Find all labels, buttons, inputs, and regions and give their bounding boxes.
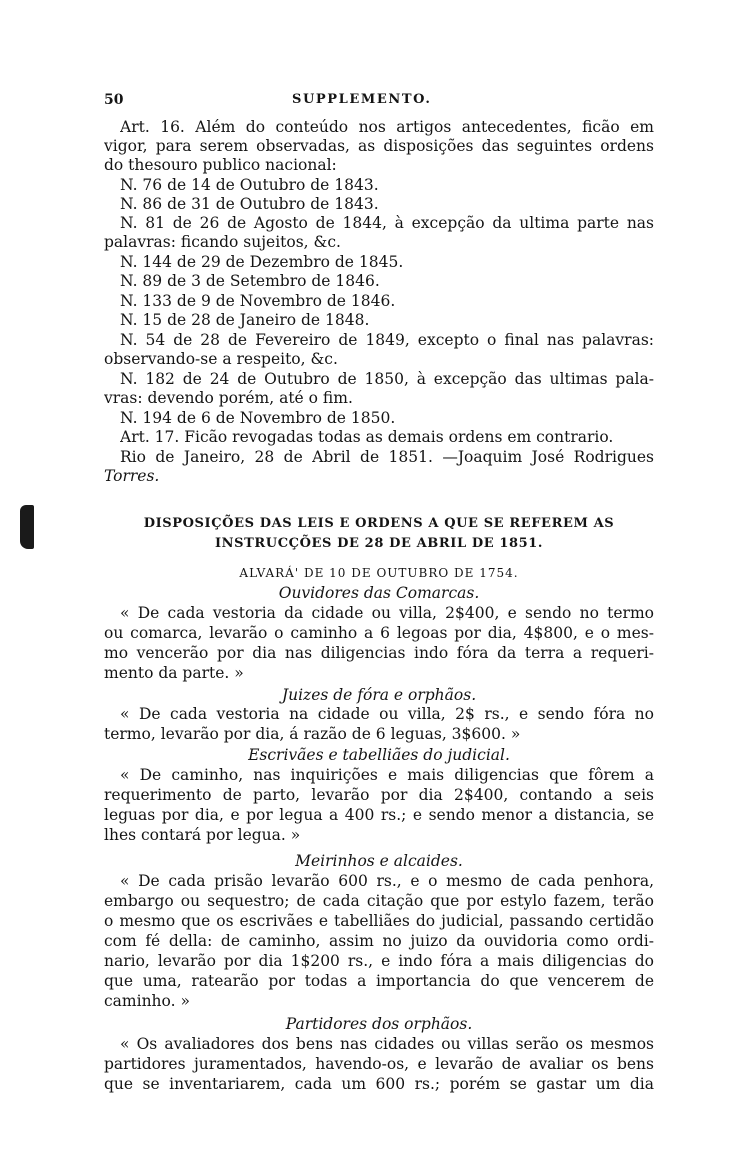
text-line: palavras: ficando sujeitos, &c. [104,233,341,251]
subsection-title: Juizes de fóra e orphãos. [281,686,477,704]
text-line: lhes contará por legua. » [104,826,301,844]
text-line: requerimento de parto, levarão por dia 2$400, contando a seis [104,786,654,804]
subsection-title: Ouvidores das Comarcas. [278,584,480,602]
text-line: N. 86 de 31 de Outubro de 1843. [120,195,379,213]
signature-line: Rio de Janeiro, 28 de Abril de 1851. —Joaquim José Rodrigues [120,448,654,466]
running-title: SUPPLEMENTO. [292,92,432,107]
text-line: N. 144 de 29 de Dezembro de 1845. [120,253,404,271]
text-line: « De cada prisão levarão 600 rs., e o mesmo de cada penhora, [120,872,654,890]
text-line: o mesmo que os escrivães e tabelliães do judicial, passando certidão [104,912,654,930]
text-line: Art. 17. Ficão revogadas todas as demais ordens em contrario. [120,428,614,446]
text-line: leguas por dia, e por legua a 400 rs.; e sendo menor a distancia, se [104,806,654,824]
text-line: N. 182 de 24 de Outubro de 1850, à excepção das ultimas pala- [120,370,654,388]
section-heading: DISPOSIÇÕES DAS LEIS E ORDENS A QUE SE REFEREM AS [143,516,615,531]
text-line: Art. 16. Além do conteúdo nos artigos antecedentes, ficão em [120,118,654,136]
text-line: com fé della: de caminho, assim no juizo da ouvidoria como ordi- [104,932,654,950]
signature-surname: Torres. [104,467,160,485]
text-line: « De caminho, nas inquirições e mais diligencias que fôrem a [120,766,654,784]
subsection-title: Escrivães e tabelliães do judicial. [248,746,510,764]
alvara-line: ALVARÁ' DE 10 DE OUTUBRO DE 1754. [239,566,519,580]
text-line: N. 133 de 9 de Novembro de 1846. [120,292,396,310]
margin-ink-mark [20,505,34,549]
text-line: « De cada vestoria da cidade ou villa, 2$400, e sendo no termo [120,604,654,622]
text-line: N. 194 de 6 de Novembro de 1850. [120,409,396,427]
text-line: « Os avaliadores dos bens nas cidades ou villas serão os mesmos [120,1035,654,1053]
text-line: embargo ou sequestro; de cada citação que por estylo fazem, terão [104,892,654,910]
text-line: mo vencerão por dia nas diligencias indo fóra da terra a requeri- [104,644,654,662]
text-line: termo, levarão por dia, á razão de 6 leguas, 3$600. » [104,725,521,743]
text-line: que se inventariarem, cada um 600 rs.; porém se gastar um dia [104,1075,654,1093]
text-line: mento da parte. » [104,664,244,682]
text-line: « De cada vestoria na cidade ou villa, 2$ rs., e sendo fóra no [120,705,654,723]
text-line: N. 81 de 26 de Agosto de 1844, à excepção da ultima parte nas [120,214,654,232]
section-heading: INSTRUCÇÕES DE 28 DE ABRIL DE 1851. [214,536,544,551]
text-line: do thesouro publico nacional: [104,156,337,174]
text-line: N. 89 de 3 de Setembro de 1846. [120,272,380,290]
text-line: nario, levarão por dia 1$200 rs., e indo fóra a mais diligencias do [104,952,654,970]
subsection-title: Meirinhos e alcaides. [295,852,463,870]
text-line: vras: devendo porém, até o fim. [104,389,353,407]
text-line: vigor, para serem observadas, as disposições das seguintes ordens [104,137,654,155]
text-line: partidores juramentados, havendo-os, e levarão de avaliar os bens [104,1055,654,1073]
text-line: N. 76 de 14 de Outubro de 1843. [120,176,379,194]
text-line: N. 15 de 28 de Janeiro de 1848. [120,311,370,329]
text-line: ou comarca, levarão o caminho a 6 legoas por dia, 4$800, e o mes- [104,624,654,642]
text-line: observando-se a respeito, &c. [104,350,338,368]
text-line: que uma, ratearão por todas a importancia do que vencerem de [104,972,654,990]
text-line: caminho. » [104,992,190,1010]
page-number: 50 [104,92,124,108]
subsection-title: Partidores dos orphãos. [285,1015,473,1033]
text-line: N. 54 de 28 de Fevereiro de 1849, excepto o final nas palavras: [120,331,654,349]
